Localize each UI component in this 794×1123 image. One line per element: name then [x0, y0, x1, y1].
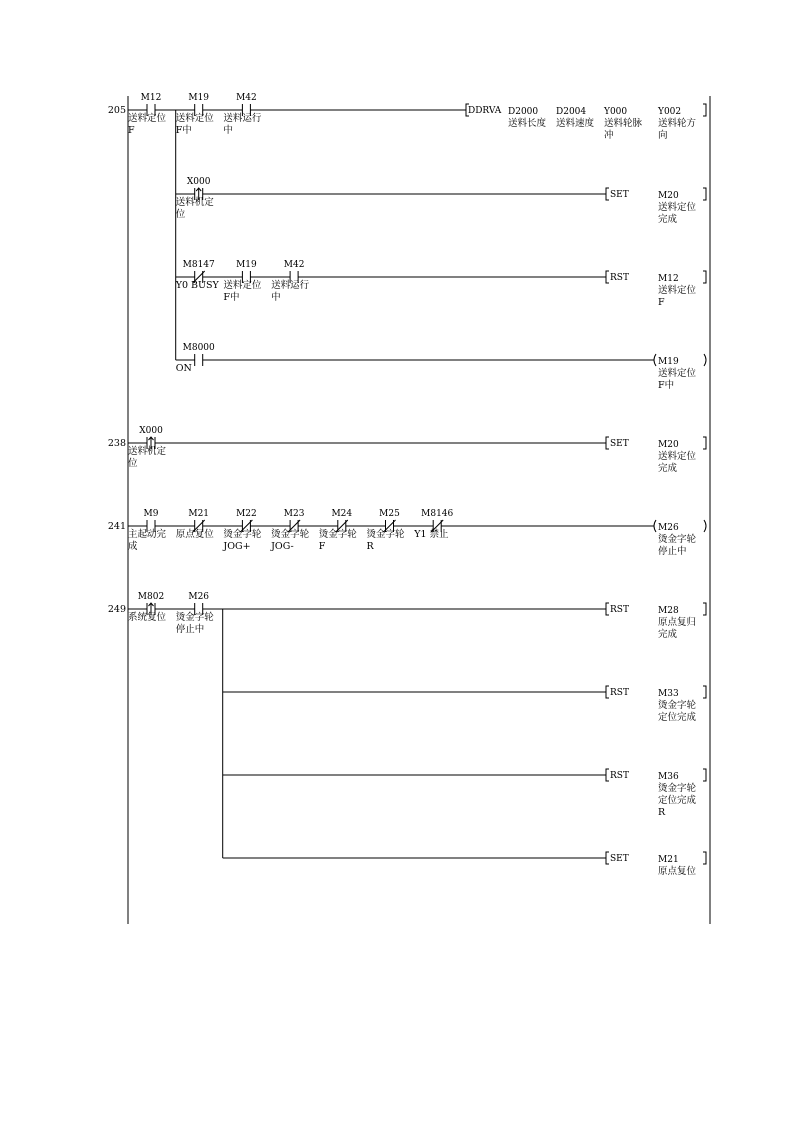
operand-device: Y000 — [604, 107, 628, 117]
instruction-op: DDRVA — [468, 106, 502, 116]
operand-device: D2004 — [556, 107, 587, 117]
operand-comment: 送料轮脉 — [604, 118, 643, 129]
operand-comment: F — [658, 297, 665, 308]
contact-comment: JOG- — [271, 541, 294, 552]
contact-comment: 原点复位 — [175, 529, 214, 540]
contact-comment: 送料运行 — [271, 280, 310, 291]
contact-device: M8000 — [182, 343, 215, 353]
contact-comment: JOG+ — [223, 541, 251, 552]
operand-comment: 完成 — [658, 214, 678, 225]
instruction-bracket-left — [606, 686, 609, 698]
contact-comment: 送料定位 — [223, 280, 262, 291]
operand-device: M19 — [658, 357, 679, 367]
instruction-op: RST — [610, 771, 629, 781]
coil-left-arc — [654, 520, 656, 532]
operand-comment: 送料定位 — [658, 202, 697, 213]
contact-device: M23 — [283, 509, 305, 519]
operand-comment: 送料轮方 — [658, 118, 697, 129]
contact-comment: 送料定位 — [175, 113, 214, 124]
contact-device: M8146 — [421, 509, 454, 519]
operand-comment: 送料定位 — [658, 368, 697, 379]
contact-device: M9 — [143, 509, 159, 519]
operand-comment: F中 — [658, 380, 675, 391]
instruction-bracket-left — [606, 271, 609, 283]
instruction-op: SET — [610, 439, 629, 449]
operand-device: M33 — [658, 689, 679, 699]
operand-comment: 完成 — [658, 629, 678, 640]
step-number: 249 — [107, 604, 126, 615]
coil-left-arc — [654, 354, 656, 366]
operand-device: M28 — [658, 606, 679, 616]
operand-comment: 送料定位 — [658, 285, 697, 296]
operand-comment: 烫金字轮 — [658, 700, 697, 711]
contact-device: M8147 — [182, 260, 215, 270]
contact-comment: 成 — [128, 541, 138, 552]
step-number: 205 — [107, 105, 126, 116]
operand-comment: 烫金字轮 — [658, 534, 697, 545]
instruction-bracket-left — [606, 188, 609, 200]
contact-comment: F中 — [175, 125, 192, 136]
contact-comment: 中 — [223, 125, 233, 136]
step-number: 241 — [107, 521, 126, 532]
operand-device: M20 — [658, 440, 679, 450]
contact-device: M19 — [236, 260, 257, 270]
operand-comment: 完成 — [658, 463, 678, 474]
contact-comment: 系统复位 — [128, 612, 167, 623]
instruction-op: SET — [610, 854, 629, 864]
operand-device: M36 — [658, 772, 679, 782]
contact-comment: 主起动完 — [128, 529, 167, 540]
contact-device: M24 — [331, 509, 353, 519]
operand-comment: 送料定位 — [658, 451, 697, 462]
operand-comment: 烫金字轮 — [658, 783, 697, 794]
operand-device: Y002 — [658, 107, 682, 117]
operand-comment: 原点复归 — [658, 617, 697, 628]
instruction-op: SET — [610, 190, 629, 200]
instruction-bracket-left — [606, 852, 609, 864]
contact-comment: 送料定位 — [128, 113, 167, 124]
operand-comment: 原点复位 — [658, 866, 697, 877]
contact-comment: 烫金字轮 — [223, 529, 262, 540]
operand-comment: R — [658, 807, 666, 818]
operand-comment: 定位完成 — [658, 712, 697, 723]
contact-device: M12 — [140, 93, 162, 103]
instruction-bracket-right — [703, 686, 706, 698]
contact-device: M802 — [137, 592, 165, 602]
instruction-bracket-right — [703, 104, 706, 116]
contact-comment: F中 — [223, 292, 240, 303]
instruction-bracket-right — [703, 769, 706, 781]
contact-device: M42 — [283, 260, 305, 270]
instruction-bracket-right — [703, 437, 706, 449]
operand-device: M20 — [658, 191, 679, 201]
instruction-op: RST — [610, 688, 629, 698]
contact-device: M22 — [236, 509, 257, 519]
instruction-op: RST — [610, 605, 629, 615]
operand-comment: 送料速度 — [556, 118, 595, 129]
ladder-elements — [108, 93, 706, 877]
contact-device: X000 — [186, 177, 211, 187]
contact-device: X000 — [139, 426, 163, 436]
instruction-bracket-left — [606, 603, 609, 615]
contact-no — [195, 354, 203, 366]
ladder-wires — [128, 110, 654, 858]
instruction-bracket-right — [703, 603, 706, 615]
contact-device: M19 — [188, 93, 210, 103]
instruction-bracket-right — [703, 271, 706, 283]
operand-comment: 停止中 — [658, 546, 687, 557]
contact-device: M25 — [379, 509, 400, 519]
operand-device: D2000 — [508, 107, 539, 117]
contact-comment: 烫金字轮 — [175, 612, 214, 623]
instruction-bracket-left — [606, 437, 609, 449]
contact-comment: ON — [175, 363, 192, 374]
contact-comment: 位 — [128, 458, 138, 469]
contact-comment: 送料机定 — [128, 446, 167, 457]
contact-comment: 烫金字轮 — [271, 529, 310, 540]
contact-device: M21 — [188, 509, 210, 519]
contact-comment: R — [366, 541, 374, 552]
contact-device: M26 — [188, 592, 210, 602]
contact-comment: 位 — [175, 209, 186, 220]
coil-right-arc — [704, 354, 706, 366]
contact-comment: Y1 禁止 — [414, 529, 449, 540]
operand-device: M21 — [658, 855, 679, 865]
coil-right-arc — [704, 520, 706, 532]
operand-comment: 冲 — [604, 130, 614, 141]
contact-comment: 送料运行 — [223, 113, 262, 124]
operand-comment: 向 — [658, 130, 668, 141]
contact-comment: Y0 BUSY — [175, 280, 219, 291]
contact-comment: 送料机定 — [175, 197, 214, 208]
contact-comment: 中 — [271, 292, 281, 303]
operand-device: M26 — [658, 523, 679, 533]
operand-comment: 送料长度 — [508, 118, 547, 129]
step-number: 238 — [107, 438, 126, 449]
contact-device: M42 — [236, 93, 257, 103]
operand-device: M12 — [658, 274, 679, 284]
contact-comment: 停止中 — [175, 624, 205, 635]
instruction-bracket-right — [703, 852, 706, 864]
operand-comment: 定位完成 — [658, 795, 697, 806]
instruction-bracket-left — [606, 769, 609, 781]
instruction-op: RST — [610, 273, 629, 283]
contact-comment: 烫金字轮 — [318, 529, 357, 540]
contact-comment: F — [128, 125, 135, 136]
contact-comment: 烫金字轮 — [366, 529, 405, 540]
contact-comment: F — [318, 541, 326, 552]
instruction-bracket-right — [703, 188, 706, 200]
